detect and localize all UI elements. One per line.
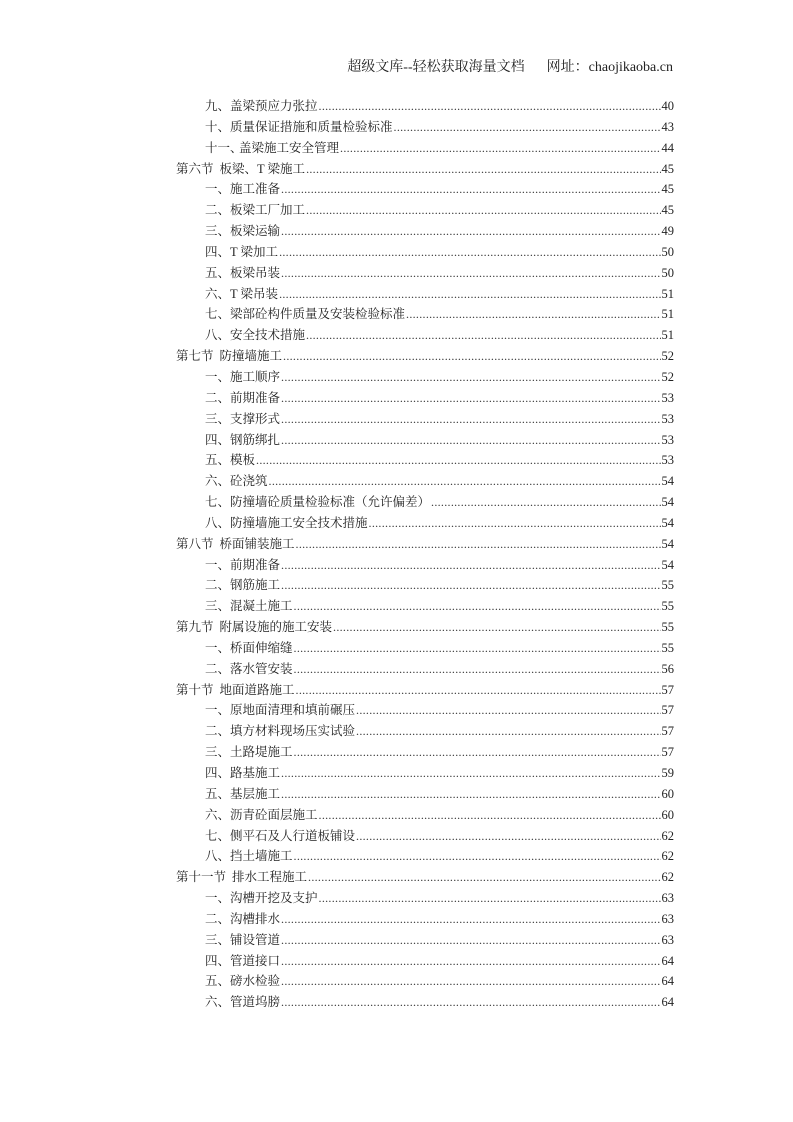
dot-leader [281,388,660,409]
dot-leader [308,867,660,888]
toc-entry-title: 盖梁预应力张拉 [230,99,318,113]
toc-entry-number: 六、 [205,474,231,489]
dot-leader [281,909,660,930]
dot-leader [294,638,661,659]
dot-leader [369,513,661,534]
toc-entry-number: 四、 [205,766,231,780]
toc-entry-title: 挡土墙施工 [230,849,293,864]
table-of-contents [176,96,674,1013]
toc-page-number: 64 [661,974,674,989]
dot-leader [281,992,660,1013]
toc-entry-number: 七、 [205,828,231,843]
toc-item-entry[interactable] [176,242,674,263]
toc-page-number: 53 [661,390,674,405]
toc-item-entry[interactable] [176,325,674,346]
toc-item-entry[interactable] [176,971,674,992]
toc-item-entry[interactable] [176,721,674,742]
toc-entry-title: 钢筋施工 [230,578,281,593]
toc-item-entry[interactable] [176,992,674,1013]
toc-entry-number: 一、 [205,891,231,906]
toc-entry-title: 支撑形式 [230,411,281,426]
toc-entry-number: 九、 [205,99,231,113]
toc-item-entry[interactable] [176,575,674,596]
toc-entry-number: 第六节 [176,161,214,176]
dot-leader [294,596,661,617]
dot-leader [281,575,660,596]
toc-entry-number: 第十节 [176,682,214,697]
toc-entry-title: 砼浇筑 [230,474,268,489]
dot-leader [281,409,660,430]
toc-entry-number: 十、 [205,119,231,134]
dot-leader [281,784,660,805]
toc-item-entry[interactable] [176,179,674,200]
toc-page-number: 51 [661,286,674,301]
toc-item-entry[interactable] [176,284,674,305]
toc-page-number: 50 [661,265,674,280]
toc-entry-number: 二、 [205,203,231,218]
toc-page-number: 54 [661,495,674,510]
toc-item-entry[interactable] [176,409,674,430]
toc-page-number: 50 [661,244,674,259]
toc-entry-title: 施工准备 [230,182,281,197]
toc-page-number: 54 [661,474,674,489]
toc-page-number: 55 [661,620,674,635]
toc-entry-title: 混凝土施工 [230,599,293,614]
dot-leader [281,555,660,576]
toc-entry-title: 板梁吊装 [230,265,281,280]
dot-leader [333,617,660,638]
dot-leader [340,138,660,159]
toc-entry-title: 桥面铺装施工 [219,536,295,551]
dot-leader [356,826,660,847]
toc-item-entry[interactable] [176,930,674,951]
toc-item-entry[interactable] [176,450,674,471]
toc-page-number: 53 [661,432,674,447]
toc-entry-title: 沟槽开挖及支护 [230,891,318,906]
toc-entry-number: 八、 [205,515,231,530]
toc-page-number: 63 [661,911,674,926]
toc-section-entry[interactable] [176,159,674,180]
dot-leader [306,325,660,346]
dot-leader [356,700,660,721]
toc-entry-title: 原地面清理和填前碾压 [230,703,356,718]
toc-page-number: 55 [661,599,674,614]
dot-leader [319,96,661,117]
toc-page-number: 45 [661,182,674,197]
toc-item-entry[interactable] [176,263,674,284]
toc-page-number: 53 [661,453,674,468]
toc-entry-title: 管道接口 [230,953,281,968]
toc-entry-number: 六、 [205,286,231,301]
dot-leader [294,742,661,763]
dot-leader [431,492,660,513]
toc-page-number: 51 [661,328,674,343]
toc-section-entry[interactable] [176,346,674,367]
toc-entry-title: 填方材料现场压实试验 [230,724,356,739]
toc-item-entry[interactable] [176,763,674,784]
toc-entry-title: 安全技术措施 [230,328,306,343]
dot-leader [296,680,661,701]
toc-item-entry[interactable] [176,367,674,388]
dot-leader [296,534,661,555]
toc-page-number: 62 [661,849,674,864]
toc-entry-number: 六、 [205,995,231,1010]
toc-section-entry[interactable] [176,867,674,888]
toc-entry-number: 一、 [205,640,231,655]
toc-page-number: 62 [661,828,674,843]
toc-entry-title: 防撞墙施工安全技术措施 [230,515,368,530]
dot-leader [283,346,660,367]
site-url: 网址：chaojikaoba.cn [546,60,673,75]
toc-page-number: 54 [661,557,674,572]
toc-entry-title: 土路堤施工 [230,745,293,760]
toc-item-entry[interactable] [176,638,674,659]
toc-entry-title: 钢筋绑扎 [230,432,281,447]
toc-entry-number: 一、 [205,557,231,572]
toc-item-entry[interactable] [176,909,674,930]
toc-entry-title: 板梁、T 梁施工 [219,161,306,176]
toc-item-entry[interactable] [176,888,674,909]
site-name: 超级文库--轻松获取海量文档 [347,60,525,75]
toc-entry-title: 板梁工厂加工 [230,203,306,218]
dot-leader [281,763,660,784]
toc-page-number: 57 [661,682,674,697]
dot-leader [319,805,661,826]
toc-item-entry[interactable] [176,951,674,972]
toc-page-number: 55 [661,640,674,655]
dot-leader [306,159,660,180]
toc-entry-number: 第九节 [176,620,214,635]
dot-leader [294,846,661,867]
toc-item-entry[interactable] [176,513,674,534]
toc-page-number: 57 [661,724,674,739]
toc-item-entry[interactable] [176,596,674,617]
dot-leader [281,263,660,284]
toc-entry-number: 七、 [205,307,231,322]
dot-leader [356,721,660,742]
toc-entry-title: 前期准备 [230,557,281,572]
toc-page-number: 63 [661,932,674,947]
toc-entry-number: 二、 [205,724,231,739]
toc-page-number: 45 [661,203,674,218]
toc-entry-number: 五、 [205,786,231,801]
toc-item-entry[interactable] [176,388,674,409]
toc-item-entry[interactable] [176,805,674,826]
toc-item-entry[interactable] [176,555,674,576]
toc-entry-number: 五、 [205,265,231,280]
dot-leader [281,221,660,242]
toc-page-number: 43 [661,119,674,134]
toc-page-number: 45 [661,161,674,176]
toc-item-entry[interactable] [176,221,674,242]
page-header [347,56,673,76]
toc-page-number: 52 [661,349,674,364]
dot-leader [281,951,660,972]
toc-entry-number: 八、 [205,328,231,343]
toc-page-number: 62 [661,870,674,885]
toc-entry-number: 三、 [205,411,231,426]
toc-entry-title: 排水工程施工 [232,870,308,885]
dot-leader [306,200,660,221]
toc-page-number: 56 [661,661,674,676]
toc-page-number: 57 [661,745,674,760]
toc-item-entry[interactable] [176,430,674,451]
toc-item-entry[interactable] [176,846,674,867]
dot-leader [294,659,661,680]
toc-page-number: 60 [661,786,674,801]
toc-entry-title: 质量保证措施和质量检验标准 [230,119,393,134]
toc-page-number: 64 [661,995,674,1010]
toc-entry-number: 五、 [205,974,231,989]
toc-entry-title: 地面道路施工 [219,682,295,697]
toc-entry-title: 盖梁施工安全管理 [239,140,340,155]
dot-leader [319,888,661,909]
toc-entry-number: 四、 [205,432,231,447]
toc-page-number: 52 [661,369,674,384]
toc-page-number: 57 [661,703,674,718]
toc-page-number: 51 [661,307,674,322]
dot-leader [281,367,660,388]
toc-item-entry[interactable] [176,826,674,847]
toc-entry-title: 管道坞膀 [230,995,281,1010]
toc-page-number: 49 [661,224,674,239]
toc-entry-title: 路基施工 [230,766,281,780]
toc-entry-number: 二、 [205,661,231,676]
toc-entry-number: 二、 [205,390,231,405]
toc-page-number: 60 [661,807,674,822]
toc-item-entry[interactable] [176,742,674,763]
toc-section-entry[interactable] [176,680,674,701]
toc-entry-title: 沥青砼面层施工 [230,807,318,822]
toc-item-entry[interactable] [176,304,674,325]
toc-page-number: 54 [661,515,674,530]
toc-entry-number: 二、 [205,911,231,926]
toc-entry-number: 十一、 [205,140,243,155]
toc-entry-title: 防撞墙施工 [219,349,283,364]
toc-entry-title: 磅水检验 [230,974,281,989]
dot-leader [281,930,660,951]
toc-entry-title: 板梁运输 [230,224,281,239]
dot-leader [279,284,660,305]
toc-page-number: 63 [661,891,674,906]
toc-entry-title: 侧平石及人行道板铺设 [230,828,356,843]
toc-item-entry[interactable] [176,138,674,159]
toc-item-entry[interactable] [176,492,674,513]
toc-entry-number: 四、 [205,244,231,259]
toc-entry-number: 二、 [205,578,231,593]
toc-entry-title: 落水管安装 [230,661,293,676]
toc-section-entry[interactable] [176,534,674,555]
toc-section-entry[interactable] [176,617,674,638]
dot-leader [406,304,660,325]
toc-item-entry[interactable] [176,659,674,680]
toc-entry-number: 一、 [205,703,231,718]
toc-entry-title: 基层施工 [230,786,281,801]
toc-item-entry[interactable] [176,700,674,721]
toc-entry-number: 四、 [205,953,231,968]
toc-entry-title: T 梁吊装 [230,286,279,301]
toc-entry-number: 一、 [205,182,231,197]
toc-entry-number: 三、 [205,599,231,614]
toc-entry-title: T 梁加工 [230,244,279,259]
toc-entry-number: 一、 [205,369,231,384]
toc-item-entry[interactable] [176,200,674,221]
toc-entry-number: 六、 [205,807,231,822]
toc-entry-title: 前期准备 [230,390,281,405]
toc-entry-number: 三、 [205,224,231,239]
toc-page-number: 53 [661,411,674,426]
toc-page-number: 54 [661,536,674,551]
toc-page-number: 59 [661,766,674,780]
toc-entry-number: 五、 [205,453,231,468]
toc-page-number: 55 [661,578,674,593]
toc-entry-title: 铺设管道 [230,932,281,947]
dot-leader [281,179,660,200]
dot-leader [281,971,660,992]
toc-item-entry[interactable] [176,784,674,805]
toc-entry-title: 防撞墙砼质量检验标准（允许偏差） [230,495,431,510]
toc-entry-title: 桥面伸缩缝 [230,640,293,655]
dot-leader [269,471,661,492]
dot-leader [394,117,661,138]
dot-leader [281,430,660,451]
toc-entry-title: 模板 [230,453,256,468]
toc-entry-number: 第十一节 [176,870,227,885]
toc-entry-number: 八、 [205,849,231,864]
toc-entry-number: 第七节 [176,349,214,364]
toc-entry-title: 施工顺序 [230,369,281,384]
toc-item-entry[interactable] [176,471,674,492]
toc-entry-number: 三、 [205,932,231,947]
toc-entry-title: 梁部砼构件质量及安装检验标准 [230,307,406,322]
toc-page-number: 40 [661,99,674,113]
toc-item-entry[interactable] [176,117,674,138]
toc-item-entry[interactable] [176,96,674,117]
dot-leader [279,242,660,263]
toc-entry-title: 沟槽排水 [230,911,281,926]
dot-leader [256,450,660,471]
toc-entry-number: 第八节 [176,536,214,551]
toc-entry-number: 三、 [205,745,231,760]
toc-page-number: 44 [661,140,674,155]
toc-page-number: 64 [661,953,674,968]
toc-entry-title: 附属设施的施工安装 [219,620,333,635]
toc-entry-number: 七、 [205,495,231,510]
